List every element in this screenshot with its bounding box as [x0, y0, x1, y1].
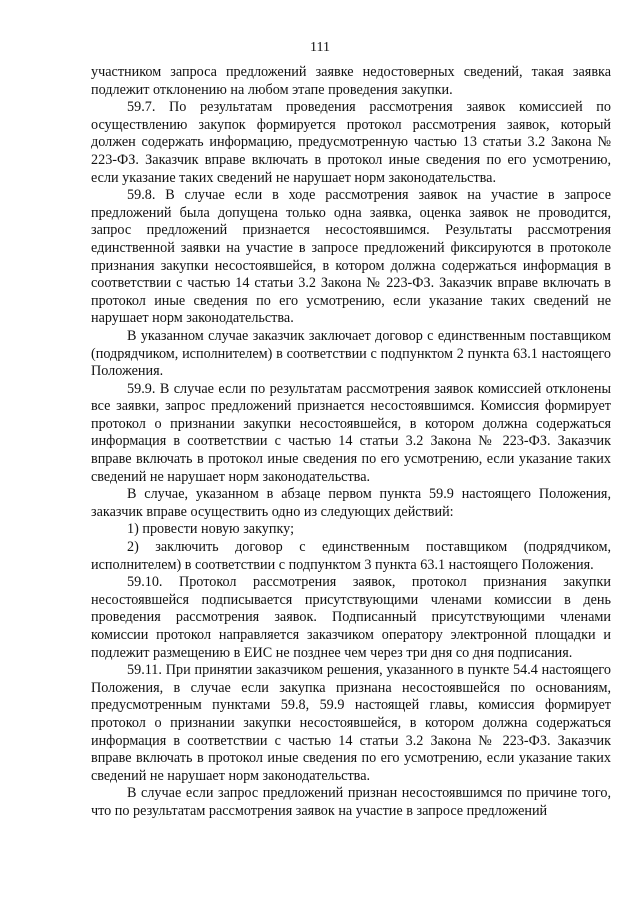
- page-number: 111: [310, 40, 330, 55]
- list-item-single-supplier-contract: 2) заключить договор с единственным поставщиком (подрядчиком, исполнителем) в соответствии с подпунктом 3 пункта 63.1 настоящего Положения.: [91, 539, 611, 573]
- list-item-new-purchase: 1) провести новую закупку;: [127, 521, 295, 538]
- paragraph-59-7: 59.7. По результатам проведения рассмотрения заявок комиссией по осуществлению закупок формируется протокол рассмотрения заявок, который должен содержать информацию, предусмотренную частью 13 статьи 3.2 Закона № 223-ФЗ. Заказчик вправе включать в протокол иные сведения по его усмотрению, если указание таких сведений не нарушает норм законодательства.: [91, 99, 611, 186]
- paragraph-59-8: 59.8. В случае если в ходе рассмотрения заявок на участие в запросе предложений была допущена только одна заявка, оценка заявок не проводится, запрос предложений признается несостоявшимся. Результаты рассмотрения единственной заявки на участие в запросе предложений фиксируются в протоколе признания закупки несостоявшейся, в котором должна содержаться информация в соответствии с частью 14 статьи 3.2 Закона № 223-ФЗ. Заказчик вправе включать в протокол иные сведения по его усмотрению, если указание таких сведений не нарушает норм законодательства.: [91, 187, 611, 327]
- paragraph-59-10: 59.10. Протокол рассмотрения заявок, протокол признания закупки несостоявшейся подписывается присутствующими членами комиссии в день проведения рассмотрения заявок. Подписанный присутствующими членами комиссии протокол направляется заказчиком оператору электронной площадки и подлежит размещению в ЕИС не позднее чем через три дня со дня подписания.: [91, 574, 611, 661]
- paragraph-59-9-actions-intro: В случае, указанном в абзаце первом пункта 59.9 настоящего Положения, заказчик вправе осуществить одно из следующих действий:: [91, 486, 611, 520]
- paragraph-failed-request: В случае если запрос предложений признан несостоявшимся по причине того, что по результатам рассмотрения заявок на участие в запросе предложений: [91, 785, 611, 819]
- document-body: [91, 64, 611, 821]
- paragraph-59-11: 59.11. При принятии заказчиком решения, указанного в пункте 54.4 настоящего Положения, в случае если закупка признана несостоявшейся по основаниям, предусмотренным пунктами 59.8, 59.9 настоящей главы, комиссия формирует протокол о признании закупки несостоявшейся, в котором должна содержаться информация в соответствии с частью 14 статьи 3.2 Закона № 223-ФЗ. Заказчик вправе включать в протокол иные сведения по его усмотрению, если указание таких сведений не нарушает норм законодательства.: [91, 662, 611, 784]
- paragraph-59-8-contract: В указанном случае заказчик заключает договор с единственным поставщиком (подрядчиком, исполнителем) в соответствии с подпунктом 2 пункта 63.1 настоящего Положения.: [91, 327, 611, 380]
- paragraph-continuation: участником запроса предложений заявке недостоверных сведений, такая заявка подлежит отклонению на любом этапе проведения закупки.: [91, 64, 611, 98]
- paragraph-59-9: 59.9. В случае если по результатам рассмотрения заявок комиссией отклонены все заявки, запрос предложений признается несостоявшимся. Комиссия формирует протокол о признании закупки несостоявшейся, в котором должна содержаться информация в соответствии с частью 14 статьи 3.2 Закона № 223-ФЗ. Заказчик вправе включать в протокол иные сведения по его усмотрению, если указание таких сведений не нарушает норм законодательства.: [91, 380, 611, 485]
